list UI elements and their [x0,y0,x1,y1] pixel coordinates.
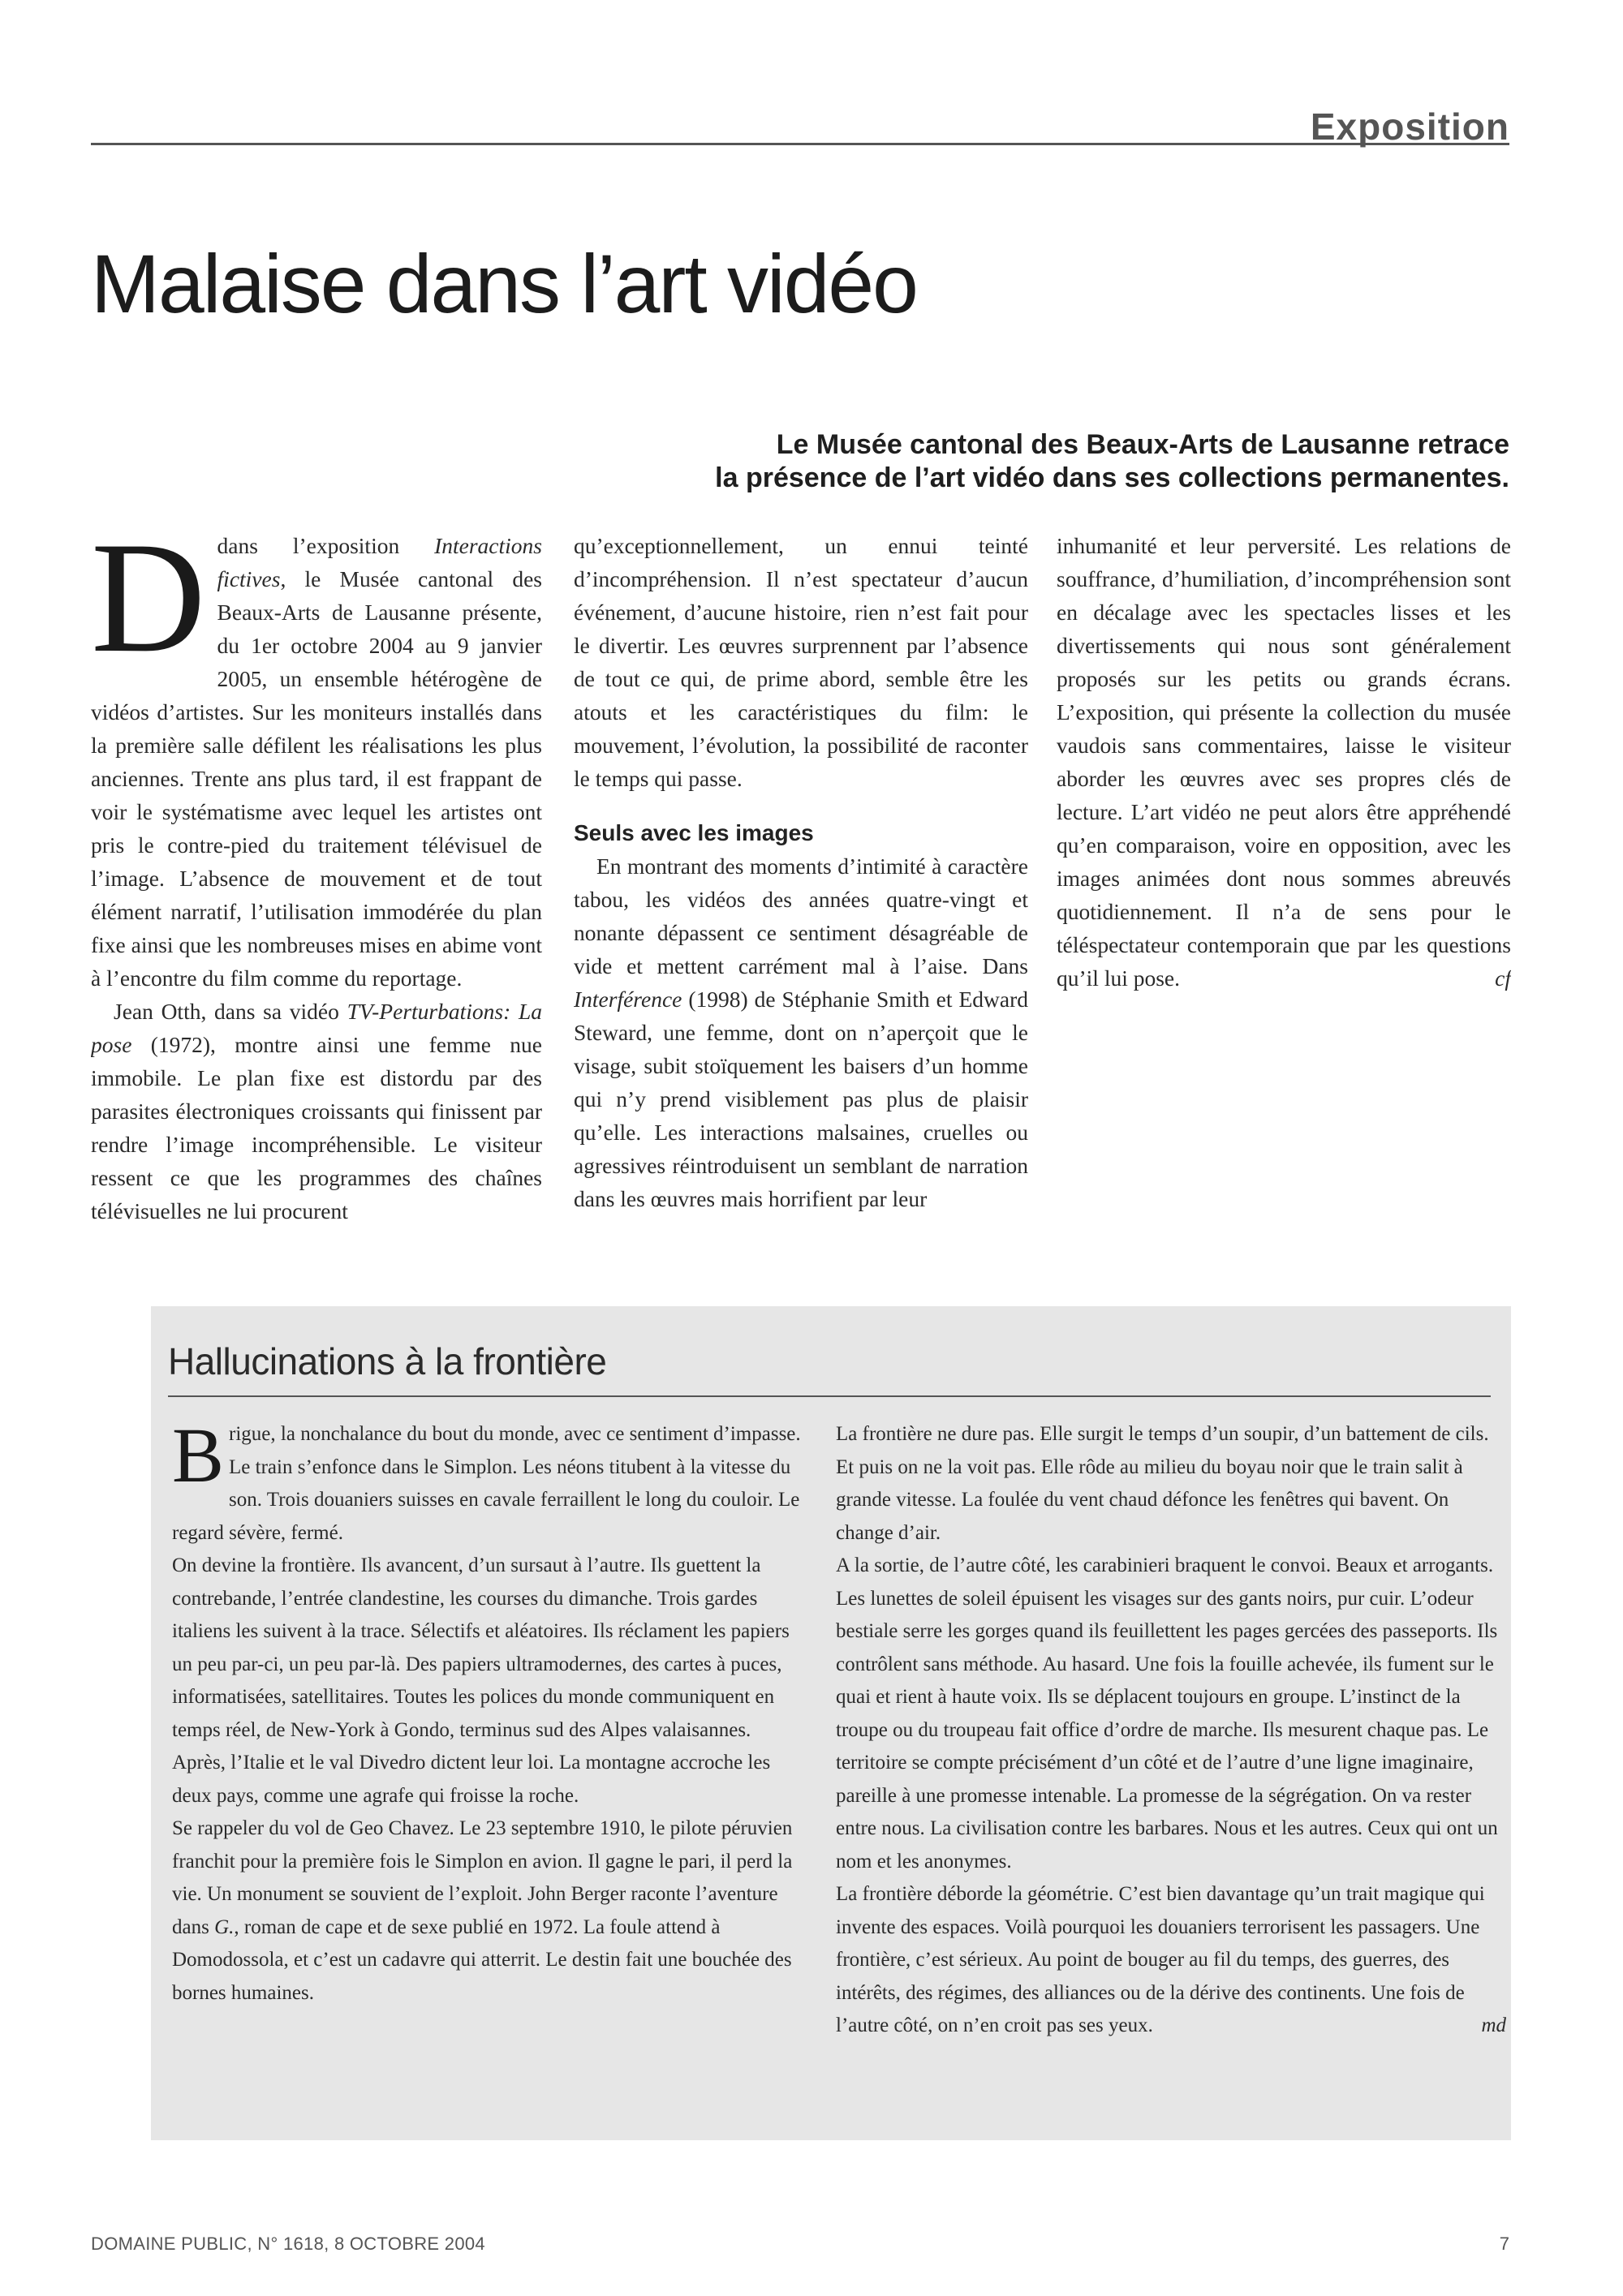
sidebar-column-1 [172,1418,802,2124]
article-subhead: Seuls avec les images [574,820,814,845]
article-column-3 [1057,529,1511,1235]
sidebar-title: Hallucinations à la frontière [168,1340,607,1382]
exhibition-name: Interactions fictives [217,533,542,591]
sidebar-paragraph-4: La frontière ne dure pas. Elle surgit le temps d’un soupir, d’un battement de cils. Et puis on ne la voit pas. Elle rôde au milieu du boyau noir que le train salit à grande vitesse. La foulée du vent chaud défonce les fenêtres qui bavent. On change d’air. [836,1423,1489,1544]
sidebar-column-2 [836,1418,1506,2124]
sidebar-rule [168,1395,1491,1397]
sidebar-paragraph-5: A la sortie, de l’autre côté, les carabinieri braquent le convoi. Beaux et arrogants. Les lunettes de soleil épuisent les visages sur des gants noirs, pur cuir. L’odeur bestiale serre les gorges quand ils feuillettent les pages gercées des passeports. Ils contrôlent sans méthode. Au hasard. Une fois la fouille achevée, ils fument sur le quai et rient à haute voix. Ils se déplacent toujours en groupe. L’instinct de la troupe ou du troupeau fait office d’ordre de marche. Ils mesurent chaque pas. Le territoire se compte précisément d’un côté et de l’autre d’une ligne imaginaire, pareille à une promesse intenable. La promesse de la ségrégation. On va rester entre nous. La civilisation contre les barbares. Nous et les autres. Ceux qui ont un nom et les anonymes. [836,1554,1498,1872]
article-column-2 [574,529,1028,1235]
sidebar-paragraph-6: La frontière déborde la géométrie. C’est bien davantage qu’un trait magique qui invente des espaces. Voilà pourquoi les douaniers terrorisent les passagers. Une frontière, c’est sérieux. Au point de bouger au fil du temps, des guerres, des intérêts, des régimes, des alliances ou de la dérive des continents. Une fois de l’autre côté, on n’en croit pas ses yeux. md [836,1878,1506,2043]
lead-line-2: la présence de l’art vidéo dans ses collections permanentes. [715,462,1509,493]
header-rule [91,143,1509,145]
book-title-g: G. [214,1915,235,1938]
article-paragraph-3: En montrant des moments d’intimité à caractère tabou, les vidéos des années quatre-vingt et nonante dépassent ce sentiment désagréable de vide et mettent carrément mal à l’aise. Dans Interférence (1998) de Stéphanie Smith et Edward Steward, une femme, dont on n’aperçoit que le visage, subit stoïquement les baisers d’un homme qui n’y prend visiblement pas plus de plaisir qu’elle. Les interactions malsaines, cruelles ou agressives réintroduisent un semblant de narration dans les œuvres mais horrifient par leur [574,853,1028,1211]
article-paragraph-3-continued: inhumanité et leur perversité. Les relations de souffrance, d’humiliation, d’incompréhension sont en décalage avec les spectacles lisses et les divertissements qui nous sont généralement proposés sur les petits ou grands écrans. L’exposition, qui présente la collection du musée vaudois sans commentaires, laisse le visiteur aborder les œuvres avec ses propres clés de lecture. L’art vidéo ne peut alors être appréhendé qu’en comparaison, voire en opposition, avec les images animées dont nous sommes abreuvés quotidiennement. Il n’a de sens pour le téléspectateur contemporain que par les questions qu’il lui pose. cf [1057,529,1511,995]
page-number: 7 [1499,2234,1509,2254]
sidebar-paragraph-2: On devine la frontière. Ils avancent, d’un sursaut à l’autre. Ils guettent la contrebande, l’entrée clandestine, les courses du dimanche. Trois gardes italiens les suivent à la trace. Sélectifs et aléatoires. Ils réclament les papiers un peu par-ci, un peu par-là. Des papiers ultramodernes, des cartes à puces, informatisées, satellitaires. Toutes les polices du monde communiquent en temps réel, de New-York à Gondo, terminus sud des Alpes valaisannes. Après, l’Italie et le val Divedro dictent leur loi. La montagne accroche les deux pays, comme une agrafe qui froisse la roche. [172,1554,790,1807]
article-paragraph-2-continued: qu’exceptionnellement, un ennui teinté d’incompréhension. Il n’est spectateur d’aucun événement, d’aucune histoire, rien n’est fait pour le divertir. Les œuvres surprennent par l’absence de tout ce qui, de prime abord, semble être les atouts et les caractéristiques du film: le mouvement, l’évolution, la possibilité de raconter le temps qui passe. [574,533,1028,791]
article-paragraph-1: Ddans l’exposition Interactions fictives, le Musée cantonal des Beaux-Arts de Lausanne présente, du 1er octobre 2004 au 9 janvier 2005, un ensemble hétérogène de vidéos d’artistes. Sur les moniteurs installés dans la première salle défilent les réalisations les plus anciennes. Trente ans plus tard, il est frappant de voir le systématisme avec lequel les artistes ont pris le contre-pied du traitement télévisuel de l’image. L’absence de mouvement et de tout élément narratif, l’utilisation immodérée du plan fixe ainsi que les nombreuses mises en abime vont à l’encontre du film comme du reportage. [91,529,542,991]
sidebar-paragraph-1: Brigue, la nonchalance du bout du monde, avec ce sentiment d’impasse. Le train s’enfonce dans le Simplon. Les néons titubent à la vitesse du son. Trois douaniers suisses en cavale ferraillent le long du couloir. Le regard sévère, fermé. [172,1418,801,1544]
article-column-1 [91,529,542,1235]
video-title-interference: Interférence [574,987,682,1012]
lead-line-1: Le Musée cantonal des Beaux-Arts de Lausanne retrace [776,429,1509,460]
dropcap-d: D [91,529,206,686]
article-lead [454,428,1509,495]
article-title: Malaise dans l’art vidéo [91,238,917,330]
article-paragraph-2: Jean Otth, dans sa vidéo TV-Perturbations: La pose (1972), montre ainsi une femme nue immobile. Le plan fixe est distordu par des parasites électroniques croissants qui finissent par rendre l’image incompréhensible. Le visiteur ressent ce que les programmes des chaînes télévisuelles ne lui procurent [91,999,542,1223]
video-title-tv-perturbations: TV-Perturbations: La pose [91,999,542,1057]
sidebar-paragraph-3: Se rappeler du vol de Geo Chavez. Le 23 septembre 1910, le pilote péruvien franchit pour la première fois le Simplon en avion. Il gagne le pari, il perd la vie. Un monument se souvient de l’exploit. John Berger raconte l’aventure dans G., roman de cape et de sexe publié en 1972. La foule attend à Domodossola, et c’est un cadavre qui atterrit. Le destin fait une bouchée des bornes humaines. [172,1817,793,2004]
section-label: Exposition [1310,105,1509,148]
article-signature: cf [1495,965,1511,991]
footer-publication: DOMAINE PUBLIC, N° 1618, 8 OCTOBRE 2004 [91,2234,485,2254]
dropcap-b: B [172,1418,225,1498]
sidebar-signature: md [1481,2014,1506,2036]
